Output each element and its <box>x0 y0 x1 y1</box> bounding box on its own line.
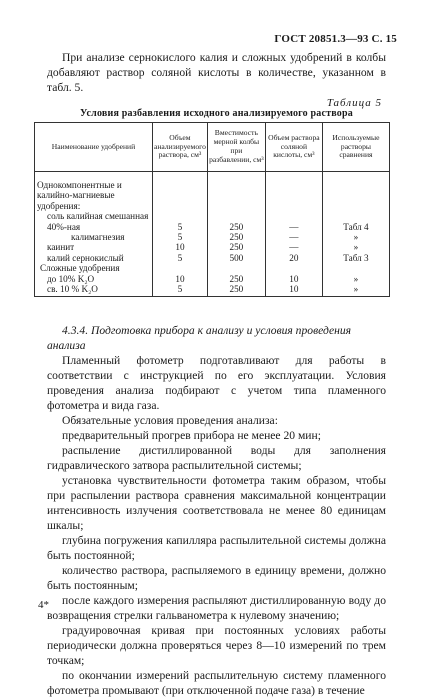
cell-flask: 250 <box>207 242 265 252</box>
table-row <box>35 242 390 252</box>
cell-name: св. 10 % K₂O <box>35 284 153 297</box>
cell-volume: 5 <box>153 284 208 297</box>
header-fertilizer-name: Наименование удобрений <box>35 123 153 172</box>
cell-volume: 5 <box>153 232 208 242</box>
cell-reference <box>322 263 389 273</box>
table-row <box>35 253 390 263</box>
table-label: Таблица 5 <box>326 97 382 109</box>
table-row <box>35 263 390 273</box>
cell-acid: — <box>265 242 322 252</box>
paragraph: распыление дистиллированной воды для заполнения гидравлического затвора распылительной системы; <box>47 444 386 472</box>
cell-flask <box>207 263 265 273</box>
cell-acid: 10 <box>265 274 322 284</box>
cell-acid: — <box>265 232 322 242</box>
cell-acid: — <box>265 211 322 232</box>
cell-flask: 250 <box>207 284 265 297</box>
cell-reference <box>322 172 389 212</box>
cell-volume: 10 <box>153 242 208 252</box>
table-title: Условия разбавления исходного анализируемого раствора <box>80 108 353 119</box>
cell-volume: 10 <box>153 274 208 284</box>
paragraph: предварительный прогрев прибора не менее 20 мин; <box>62 429 321 442</box>
cell-acid: 10 <box>265 284 322 297</box>
paragraph: Пламенный фотометр подготавливают для работы в соответствии с инструкцией по его эксплуатации. Условия проведения анализа подбирают с учетом типа пламенного фотометра и вида газа. <box>47 354 386 412</box>
dilution-table <box>34 122 390 297</box>
cell-volume: 5 <box>153 211 208 232</box>
header-acid-volume: Объем раствора соляной кислоты, см³ <box>265 123 322 172</box>
cell-name: калий сернокислый <box>35 253 153 263</box>
cell-name: калимагнезия <box>35 232 153 242</box>
table-row <box>35 211 390 232</box>
paragraph: после каждого измерения распыляют дистиллированную воду до возвращения стрелки гальванометра к нулевому значению; <box>47 594 386 622</box>
paragraph: по окончании измерений распылительную систему пламенного фотометра промывают (при отключенной подаче газа) в течение <box>47 669 386 697</box>
cell-reference: » <box>322 284 389 297</box>
table-header-row <box>35 123 390 172</box>
cell-reference: Табл 4 <box>322 211 389 232</box>
cell-name: каинит <box>35 242 153 252</box>
paragraph: установка чувствительности фотометра таким образом, чтобы при распылении раствора сравнения максимальной концентрации интенсивность излучения соответствовала не менее 80 единицам шкалы; <box>47 474 386 532</box>
cell-acid <box>265 172 322 212</box>
cell-reference: » <box>322 274 389 284</box>
intro-paragraph: При анализе сернокислого калия и сложных удобрений в колбы добавляют раствор соляной кислоты в количестве, указанном в табл. 5. <box>47 51 386 94</box>
cell-reference: » <box>322 242 389 252</box>
cell-volume <box>153 172 208 212</box>
section-heading: 4.3.4. Подготовка прибора к анализу и условия проведения анализа <box>47 324 352 352</box>
cell-name: до 10% K₂O <box>35 274 153 284</box>
cell-acid <box>265 263 322 273</box>
paragraph: количество раствора, распыляемого в единицу времени, должно быть постоянным; <box>47 564 386 592</box>
cell-reference: » <box>322 232 389 242</box>
table-row <box>35 274 390 284</box>
cell-flask <box>207 172 265 212</box>
cell-flask: 500 <box>207 253 265 263</box>
page-header: ГОСТ 20851.3—93 С. 15 <box>274 33 397 45</box>
table-row <box>35 172 390 212</box>
paragraph: Обязательные условия проведения анализа: <box>62 414 278 427</box>
body-text <box>47 353 386 698</box>
cell-reference: Табл 3 <box>322 253 389 263</box>
cell-flask: 250 <box>207 211 265 232</box>
header-reference-solutions: Используемые растворы сравнения <box>322 123 389 172</box>
header-flask-capacity: Вместимость мерной колбы при разбавлении, см³ <box>207 123 265 172</box>
cell-flask: 250 <box>207 274 265 284</box>
cell-volume <box>153 263 208 273</box>
table-row <box>35 232 390 242</box>
cell-name: Сложные удобрения <box>35 263 153 273</box>
cell-name: Однокомпонентные и калийно-магниевые удобрения: <box>35 172 153 212</box>
cell-acid: 20 <box>265 253 322 263</box>
paragraph: градуировочная кривая при постоянных условиях работы периодически должна проверяться через 8—10 измерений по трем точкам; <box>47 624 386 667</box>
cell-flask: 250 <box>207 232 265 242</box>
table-row <box>35 284 390 297</box>
cell-volume: 5 <box>153 253 208 263</box>
page-footer-mark: 4* <box>38 599 49 611</box>
header-sample-volume: Объем анализируемого раствора, см³ <box>153 123 208 172</box>
cell-name: соль калийная смешанная 40%-ная <box>35 211 153 232</box>
paragraph: глубина погружения капилляра распылительной системы должна быть постоянной; <box>47 534 386 562</box>
